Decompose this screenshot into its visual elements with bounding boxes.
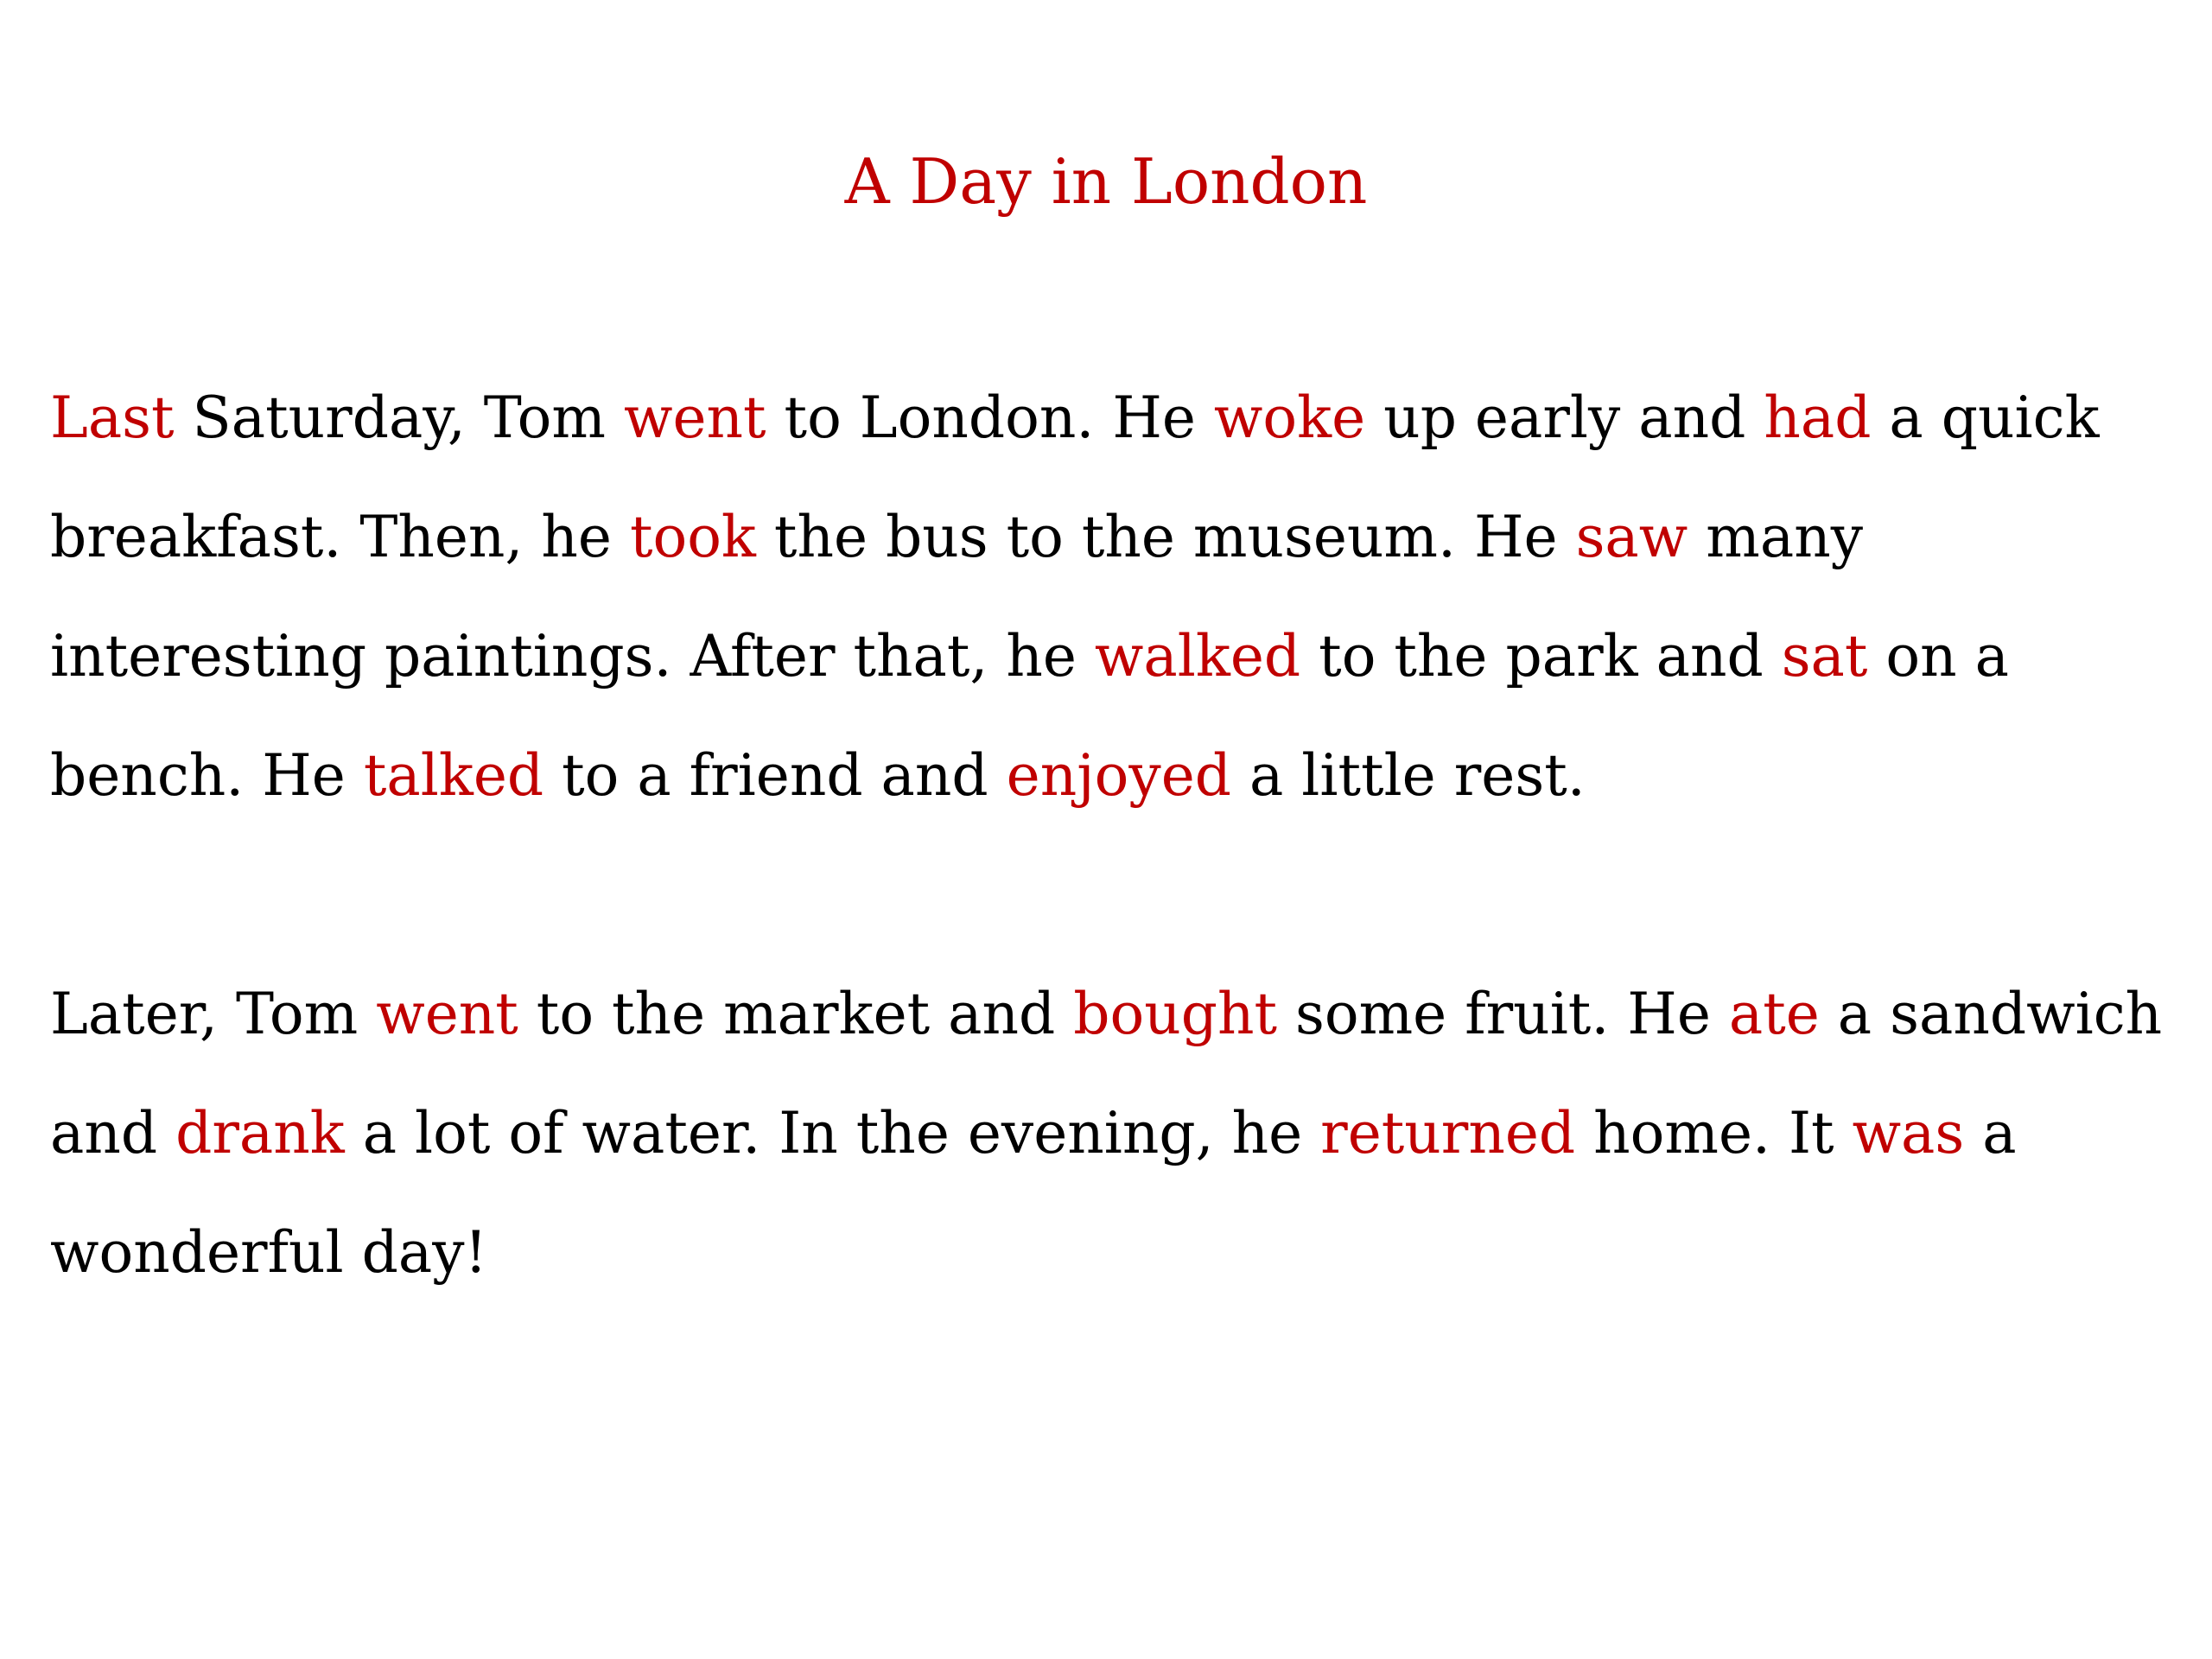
text-segment: some fruit. He xyxy=(1277,981,1729,1047)
text-segment: up early and xyxy=(1365,385,1764,451)
highlighted-verb: ate xyxy=(1728,981,1820,1047)
highlighted-verb: went xyxy=(623,385,766,451)
highlighted-verb: had xyxy=(1764,385,1872,451)
highlighted-verb: woke xyxy=(1213,385,1366,451)
highlighted-verb: took xyxy=(629,504,756,570)
page-title: A Day in London xyxy=(844,145,1368,218)
text-segment: Later, Tom xyxy=(50,981,377,1047)
highlighted-verb: was xyxy=(1852,1100,1965,1166)
highlighted-verb: enjoyed xyxy=(1006,742,1231,809)
text-segment: many interesting paintings. After that, he xyxy=(50,504,1863,690)
paragraph-2 xyxy=(50,955,2176,1313)
highlighted-verb: talked xyxy=(363,742,544,809)
highlighted-verb: saw xyxy=(1575,504,1688,570)
text-segment: a wonderful day! xyxy=(50,1100,2017,1286)
text-segment: a quick breakfast. Then, he xyxy=(50,385,2100,570)
highlighted-verb: sat xyxy=(1781,623,1868,690)
text-segment: home. It xyxy=(1575,1100,1853,1166)
highlighted-verb: Last xyxy=(50,385,175,451)
text-segment: on a bench. He xyxy=(50,623,2009,809)
highlighted-verb: went xyxy=(376,981,518,1047)
text-segment: a sandwich and xyxy=(50,981,2163,1166)
text-segment: a little rest. xyxy=(1231,742,1586,809)
paragraph-1 xyxy=(50,359,2176,836)
text-segment: to the park and xyxy=(1300,623,1782,690)
highlighted-verb: drank xyxy=(175,1100,345,1166)
text-segment: to London. He xyxy=(766,385,1214,451)
text-segment: a lot of water. In the evening, he xyxy=(344,1100,1321,1166)
text-segment: the bus to the museum. He xyxy=(755,504,1576,570)
highlighted-verb: walked xyxy=(1094,623,1301,690)
highlighted-verb: returned xyxy=(1320,1100,1576,1166)
highlighted-verb: bought xyxy=(1073,981,1277,1047)
text-segment: to the market and xyxy=(518,981,1074,1047)
text-segment: to a friend and xyxy=(543,742,1007,809)
text-segment: Saturday, Tom xyxy=(174,385,624,451)
